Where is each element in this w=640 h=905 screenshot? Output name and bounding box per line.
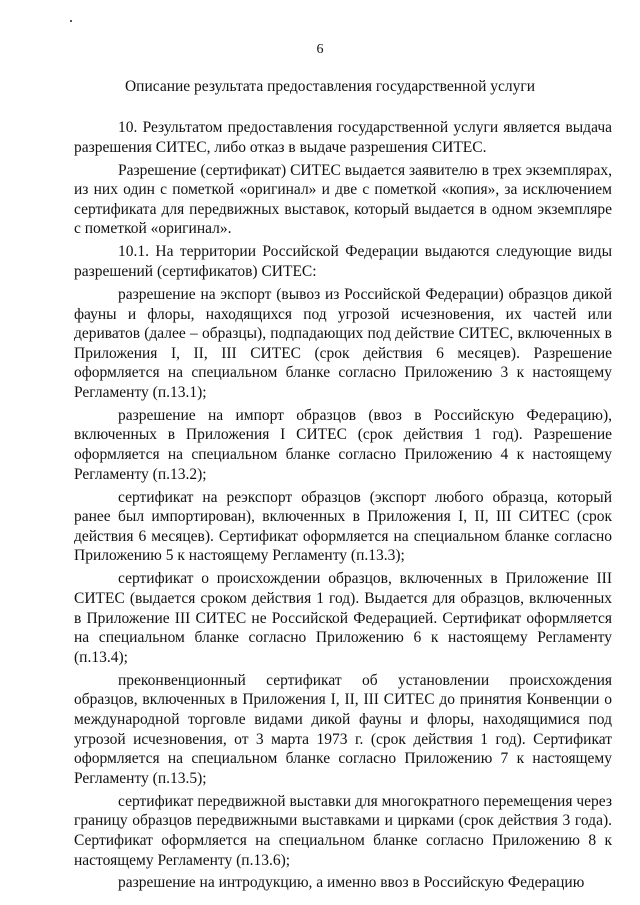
scan-speck bbox=[70, 20, 72, 22]
paragraph-exhibition-certificate: сертификат передвижной выставки для многократного перемещения через границу образцов передвижными выставками и цирками (срок действия 3 года). Сертификат оформляется на специальном бланке согласно Приложению 8 к настоящему Регламенту (п.13.6); bbox=[74, 792, 612, 869]
page-number: 6 bbox=[316, 42, 324, 57]
section-heading: Описание результата предоставления государственной услуги bbox=[124, 78, 536, 95]
paragraph-result: 10. Результатом предоставления государственной услуги является выдача разрешения СИТЕС, либо отказ в выдаче разрешения СИТЕС. bbox=[74, 119, 612, 156]
paragraph-introduction-permit: разрешение на интродукцию, а именно ввоз в Российскую Федерацию bbox=[118, 874, 585, 892]
paragraph-preconvention-certificate: преконвенционный сертификат об установлении происхождения образцов, включенных в Приложения I, II, III СИТЕС до принятия Конвенции о международной торговле видами дикой фауны и флоры, находящимися под угрозой исчезновения, от 3 марта 1973 г. (срок действия 1 год). Сертификат оформляется на специальном бланке согласно Приложению 7 к настоящему Регламенту (п.13.5); bbox=[74, 671, 612, 787]
paragraph-import-permit: разрешение на импорт образцов (ввоз в Российскую Федерацию), включенных в Приложения I СИТЕС (срок действия 1 год). Разрешение оформляется на специальном бланке согласно Приложению 4 к настоящему Регламенту (п.13.2); bbox=[74, 406, 612, 483]
paragraph-reexport-certificate: сертификат на реэкспорт образцов (экспорт любого образца, который ранее был импортирован), включенных в Приложения I, II, III СИТЕС (срок действия 6 месяцев). Сертификат оформляется на специальном бланке согласно Приложению 5 к настоящему Регламенту (п.13.3); bbox=[74, 488, 612, 565]
paragraph-types-intro: 10.1. На территории Российской Федерации выдаются следующие виды разрешений (сертификатов) СИТЕС: bbox=[74, 243, 612, 280]
paragraph-copies: Разрешение (сертификат) СИТЕС выдается заявителю в трех экземплярах, из них один с пометкой «оригинал» и две с пометкой «копия», за исключением сертификата для передвижных выставок, который выдается в одном экземпляре с пометкой «оригинал». bbox=[74, 161, 612, 238]
paragraph-export-permit: разрешение на экспорт (вывоз из Российской Федерации) образцов дикой фауны и флоры, находящихся под угрозой исчезновения, их частей или дериватов (далее – образцы), подпадающих под действие СИТЕС, включенных в Приложения I, II, III СИТЕС (срок действия 6 месяцев). Разрешение оформляется на специальном бланке согласно Приложению 3 к настоящему Регламенту (п.13.1); bbox=[74, 285, 612, 401]
paragraph-origin-certificate: сертификат о происхождении образцов, включенных в Приложение III СИТЕС (выдается сроком действия 1 год). Выдается для образцов, включенных в Приложение III СИТЕС не Российской Федерацией. Сертификат оформляется на специальном бланке согласно Приложению 6 к настоящему Регламенту (п.13.4); bbox=[74, 570, 612, 666]
document-body bbox=[74, 118, 612, 896]
